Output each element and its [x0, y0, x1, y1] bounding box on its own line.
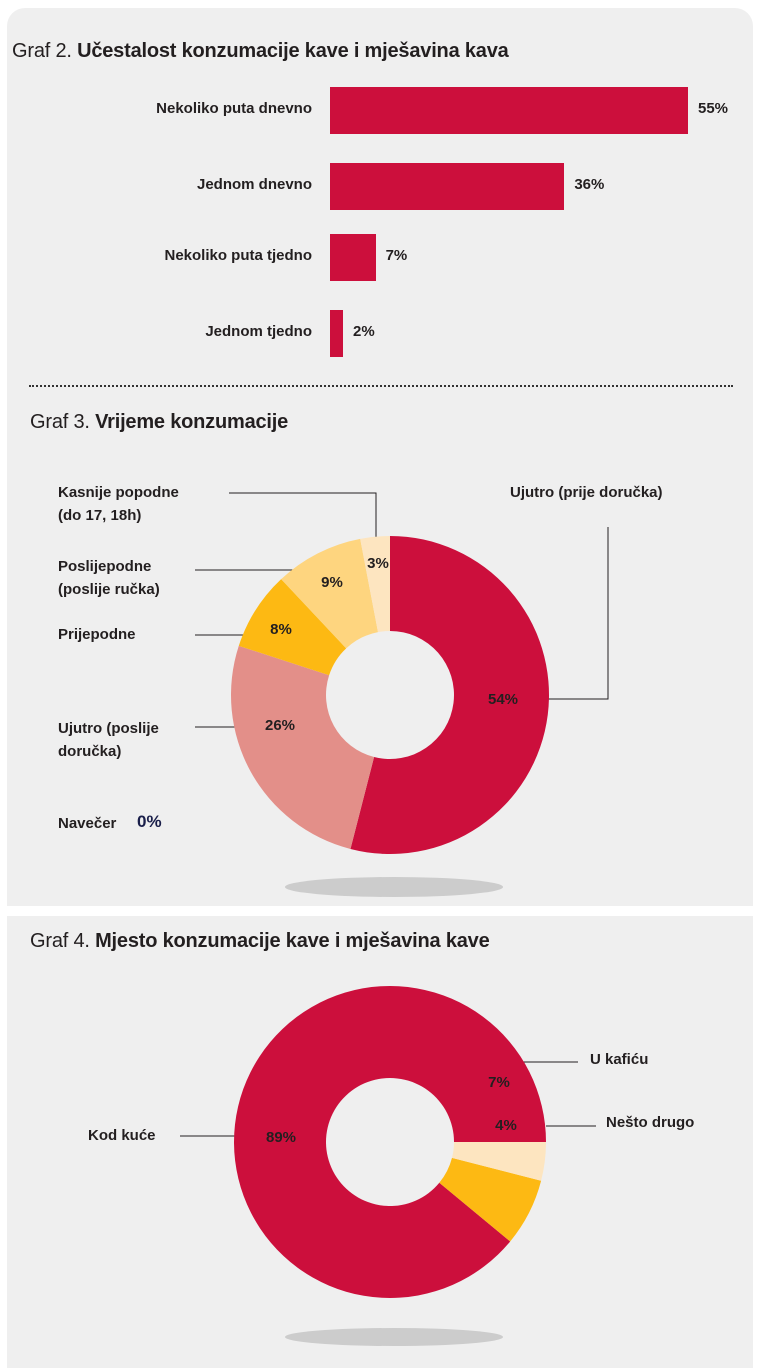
label-ujutro-poslije-line1: Ujutro (poslije — [58, 720, 159, 737]
graf3-title-prefix: Graf 3. — [30, 411, 96, 433]
label-navecer-value: 0% — [137, 812, 162, 831]
label-kod-kuce: Kod kuće — [88, 1127, 156, 1144]
label-poslijepodne-line1: Poslijepodne — [58, 558, 152, 575]
graf2-title-prefix: Graf 2. — [12, 40, 78, 62]
label-poslijepodne-line2: (poslije ručka) — [58, 581, 160, 598]
bar-value-nekoliko-puta-tjedno: 7% — [385, 247, 408, 264]
slice-label-ujutro-prije-dorucka: 54% — [487, 691, 519, 708]
bar-label-nekoliko-puta-dnevno: Nekoliko puta dnevno — [156, 100, 312, 117]
graf4-title-text: Mjesto konzumacije kave i mješavina kave — [95, 930, 490, 952]
label-kasnije-line1: Kasnije popodne — [58, 484, 179, 501]
slice-label-u-kaficu: 7% — [488, 1074, 510, 1091]
slice-label-nesto-drugo: 4% — [495, 1117, 517, 1134]
label-ujutro-poslije-line2: doručka) — [58, 743, 122, 760]
label-u-kaficu: U kafiću — [590, 1051, 649, 1068]
bar-label-nekoliko-puta-tjedno: Nekoliko puta tjedno — [164, 247, 312, 264]
bar-label-jednom-tjedno: Jednom tjedno — [205, 323, 312, 340]
slice-label-poslijepodne-poslije-rucka: 9% — [321, 574, 343, 591]
bar-value-nekoliko-puta-dnevno: 55% — [698, 100, 729, 117]
label-navecer: Navečer — [58, 815, 117, 832]
graf3-title-text: Vrijeme konzumacije — [95, 411, 289, 433]
slice-label-ujutro-poslije-dorucka: 26% — [264, 717, 296, 734]
label-prijepodne: Prijepodne — [58, 626, 136, 643]
label-ujutro-prije: Ujutro (prije doručka) — [510, 484, 663, 501]
label-kasnije-line2: (do 17, 18h) — [58, 507, 142, 524]
bar-value-jednom-tjedno: 2% — [353, 323, 375, 340]
graf4-title-prefix: Graf 4. — [30, 930, 96, 952]
slice-label-kasnije-popodne-do-17-18h: 3% — [367, 555, 389, 572]
slice-label-kod-kuce: 89% — [265, 1129, 297, 1146]
label-nesto-drugo: Nešto drugo — [606, 1114, 695, 1131]
bar-value-jednom-dnevno: 36% — [574, 176, 605, 193]
graf2-title-text: Učestalost konzumacije kave i mješavina kava — [77, 40, 509, 62]
bar-label-jednom-dnevno: Jednom dnevno — [196, 176, 312, 193]
slice-label-prijepodne: 8% — [270, 621, 292, 638]
